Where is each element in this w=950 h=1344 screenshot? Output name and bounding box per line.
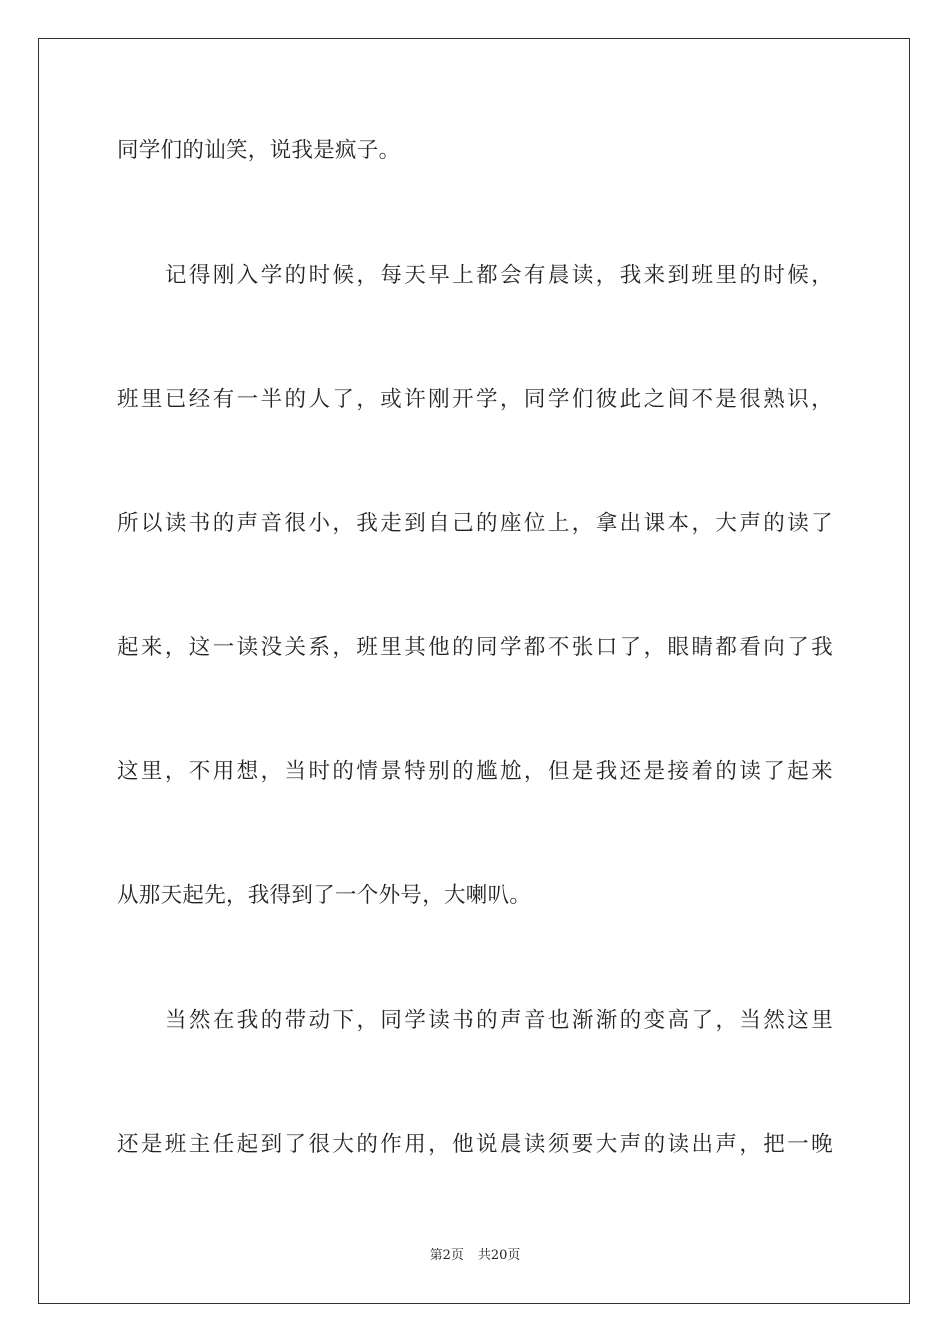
page-total: 共20页 <box>477 1248 521 1263</box>
text-line: 当然在我的带动下，同学读书的声音也渐渐的变高了，当然这里 <box>165 1008 833 1033</box>
text-line: 同学们的讪笑，说我是疯子。 <box>117 138 401 163</box>
text-line: 起来，这一读没关系，班里其他的同学都不张口了，眼睛都看向了我 <box>117 635 833 660</box>
text-line: 这里，不用想，当时的情景特别的尴尬，但是我还是接着的读了起来 <box>117 759 833 784</box>
page-border <box>38 38 910 1304</box>
text-line: 还是班主任起到了很大的作用，他说晨读须要大声的读出声，把一晚 <box>117 1132 833 1157</box>
text-line: 所以读书的声音很小，我走到自己的座位上，拿出课本，大声的读了 <box>117 511 833 536</box>
text-line: 班里已经有一半的人了，或许刚开学，同学们彼此之间不是很熟识， <box>117 387 833 412</box>
page-number: 第2页 <box>429 1248 464 1263</box>
text-line: 记得刚入学的时候，每天早上都会有晨读，我来到班里的时候， <box>165 263 833 288</box>
page-footer <box>0 1246 950 1266</box>
text-line: 从那天起先，我得到了一个外号，大喇叭。 <box>117 883 532 908</box>
